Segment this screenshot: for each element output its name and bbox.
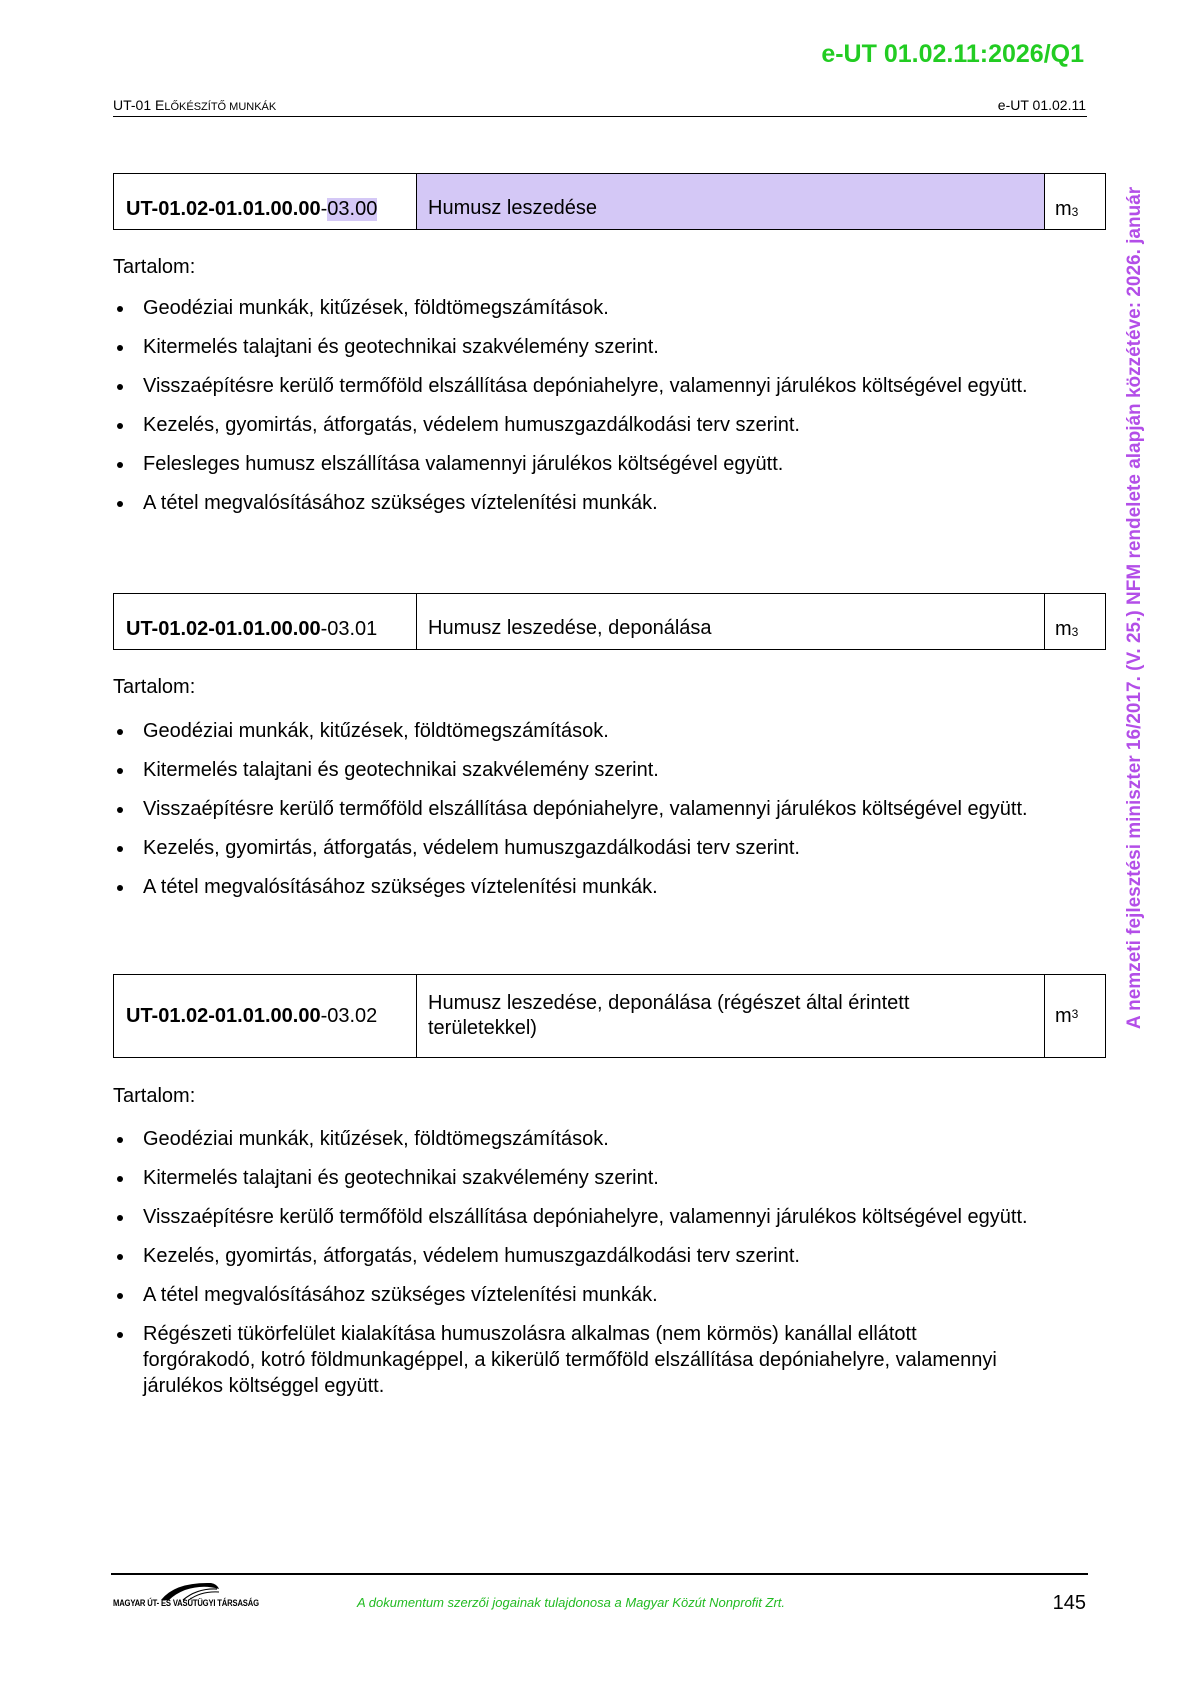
item-code-suffix: -03.01 (320, 618, 378, 640)
bullet-icon (117, 423, 123, 429)
list-item-text: Kezelés, gyomirtás, átforgatás, védelem humuszgazdálkodási terv szerint. (143, 414, 800, 436)
item-table (113, 593, 1106, 650)
content-list (113, 1126, 1063, 1412)
item-code-dash: - (320, 198, 328, 220)
document-code: e-UT 01.02.11:2026/Q1 (821, 40, 1084, 68)
list-item-text: Visszaépítésre kerülő termőföld elszállítása depóniahelyre, valamennyi járulékos költségével együtt. (143, 375, 1028, 397)
legal-watermark: A nemzeti fejlesztési miniszter 16/2017. (V. 25.) NFM rendelete alapján közzétéve: 2026. január (1124, 186, 1145, 1030)
bullet-icon (117, 885, 123, 891)
item-code-main: UT-01.02-01.01.00.00 (126, 1004, 321, 1027)
content-label: Tartalom: (113, 1085, 196, 1107)
bullet-icon (117, 729, 123, 735)
item-code (114, 594, 417, 649)
list-item (113, 1126, 1063, 1152)
list-item-text: A tétel megvalósításához szükséges víztelenítési munkák. (143, 1284, 658, 1306)
item-code (114, 975, 417, 1057)
unit-exponent: 3 (1071, 625, 1079, 639)
section-header (113, 97, 276, 113)
list-item-text: Kitermelés talajtani és geotechnikai szakvélemény szerint. (143, 1167, 659, 1189)
organization-logo (113, 1580, 263, 1620)
list-item (113, 1321, 1063, 1399)
bullet-icon (117, 384, 123, 390)
list-item (113, 874, 1063, 900)
list-item-text: Régészeti tükörfelület kialakítása humuszolásra alkalmas (nem körmös) kanállal ellátott forgórakodó, kotró földmunkagéppel, a kikerülő termőföld elszállítása depóniahelyre, valamennyi járulékos költséggel együtt. (143, 1323, 997, 1397)
list-item (113, 373, 1063, 399)
unit-exponent: 3 (1071, 205, 1079, 219)
bullet-icon (117, 1293, 123, 1299)
bullet-icon (117, 1137, 123, 1143)
item-code-main: UT-01.02-01.01.00.00 (126, 198, 321, 220)
unit-base: m (1055, 1004, 1072, 1027)
list-item (113, 1204, 1063, 1230)
item-title: Humusz leszedése, deponálása (régészet által érintett területekkel) (417, 975, 1045, 1057)
content-list (113, 295, 1063, 529)
content-label: Tartalom: (113, 256, 196, 278)
list-item (113, 1243, 1063, 1269)
item-title: Humusz leszedése, deponálása (417, 594, 1045, 649)
document-short-code: e-UT 01.02.11 (997, 97, 1086, 113)
list-item-text: Visszaépítésre kerülő termőföld elszállítása depóniahelyre, valamennyi járulékos költségével együtt. (143, 1206, 1028, 1228)
list-item-text: Geodéziai munkák, kitűzések, földtömegszámítások. (143, 720, 609, 742)
bullet-icon (117, 501, 123, 507)
list-item (113, 295, 1063, 321)
item-unit (1045, 594, 1105, 649)
list-item (113, 718, 1063, 744)
content-label: Tartalom: (113, 676, 196, 698)
list-item-text: Kitermelés talajtani és geotechnikai szakvélemény szerint. (143, 336, 659, 358)
list-item (113, 412, 1063, 438)
list-item (113, 835, 1063, 861)
list-item-text: Kezelés, gyomirtás, átforgatás, védelem humuszgazdálkodási terv szerint. (143, 1245, 800, 1267)
list-item (113, 1282, 1063, 1308)
list-item (113, 757, 1063, 783)
logo-text: MAGYAR ÚT- ÉS VASÚTÜGYI TÁRSASÁG (113, 1598, 259, 1608)
item-code-suffix: -03.02 (320, 1004, 378, 1027)
unit-exponent: 3 (1071, 1007, 1079, 1021)
list-item (113, 451, 1063, 477)
list-item-text: Visszaépítésre kerülő termőföld elszállítása depóniahelyre, valamennyi járulékos költségével együtt. (143, 798, 1028, 820)
bullet-icon (117, 345, 123, 351)
item-code-suffix-highlighted: 03.00 (327, 198, 378, 220)
list-item-text: Felesleges humusz elszállítása valamennyi járulékos költségével együtt. (143, 453, 784, 475)
section-header-rest: LŐKÉSZÍTŐ MUNKÁK (164, 101, 277, 113)
item-table (113, 173, 1106, 230)
bullet-icon (117, 306, 123, 312)
item-title: Humusz leszedése (417, 174, 1045, 229)
list-item-text: A tétel megvalósításához szükséges víztelenítési munkák. (143, 492, 658, 514)
header-divider (113, 116, 1087, 117)
bullet-icon (117, 768, 123, 774)
item-code (114, 174, 417, 229)
item-table (113, 974, 1106, 1058)
bullet-icon (117, 1254, 123, 1260)
bullet-icon (117, 807, 123, 813)
content-list (113, 718, 1063, 913)
footer-divider (111, 1573, 1088, 1575)
unit-base: m (1055, 618, 1072, 640)
list-item (113, 1165, 1063, 1191)
bullet-icon (117, 1176, 123, 1182)
item-code-main: UT-01.02-01.01.00.00 (126, 618, 321, 640)
list-item-text: Kitermelés talajtani és geotechnikai szakvélemény szerint. (143, 759, 659, 781)
section-header-prefix: UT-01 E (113, 97, 165, 113)
bullet-icon (117, 846, 123, 852)
list-item-text: Kezelés, gyomirtás, átforgatás, védelem humuszgazdálkodási terv szerint. (143, 837, 800, 859)
unit-base: m (1055, 198, 1072, 220)
list-item-text: Geodéziai munkák, kitűzések, földtömegszámítások. (143, 1128, 609, 1150)
list-item (113, 796, 1063, 822)
list-item (113, 490, 1063, 516)
list-item (113, 334, 1063, 360)
bullet-icon (117, 1332, 123, 1338)
page-number: 145 (1052, 1592, 1086, 1614)
item-unit (1045, 174, 1105, 229)
list-item-text: Geodéziai munkák, kitűzések, földtömegszámítások. (143, 297, 609, 319)
list-item-text: A tétel megvalósításához szükséges víztelenítési munkák. (143, 876, 658, 898)
bullet-icon (117, 462, 123, 468)
bullet-icon (117, 1215, 123, 1221)
item-unit (1045, 975, 1105, 1057)
copyright-note: A dokumentum szerzői jogainak tulajdonosa a Magyar Közút Nonprofit Zrt. (357, 1595, 786, 1610)
